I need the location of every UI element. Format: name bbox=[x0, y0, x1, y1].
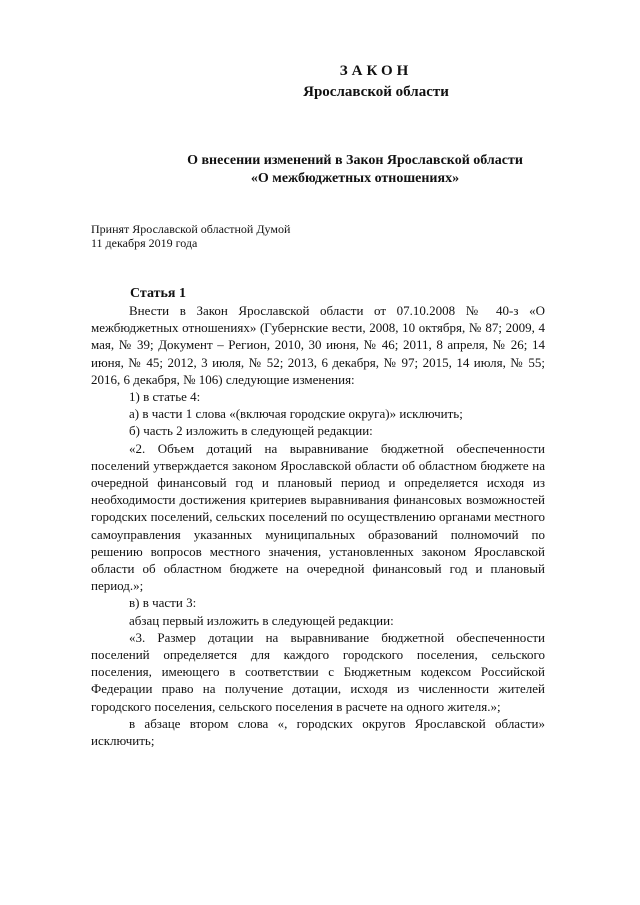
article-paragraph: «2. Объем дотаций на выравнивание бюджетной обеспеченности поселений утверждается законом Ярославской области об областном бюджете на очередной финансовый год и плановый период и определяется исходя из необходимости достижения критериев выравнивания финансовых возможностей городских поселений, сельских поселений по осуществлению органами местного самоуправления указанных муниципальных образований полномочий по решению вопросов местного значения, установленных законом Ярославской области об областном бюджете на очередной финансовый год и плановый период.»; bbox=[91, 440, 545, 594]
law-region: Ярославской области bbox=[303, 84, 449, 100]
article-paragraph: в) в части 3: bbox=[129, 595, 197, 611]
article-paragraph: б) часть 2 изложить в следующей редакции: bbox=[129, 423, 373, 439]
law-title-line-1: О внесении изменений в Закон Ярославской области bbox=[187, 153, 523, 168]
law-heading: ЗАКОН bbox=[339, 63, 413, 79]
article-paragraph: Внести в Закон Ярославской области от 07.10.2008 № 40-з «О межбюджетных отношениях» (Губернские вести, 2008, 10 октября, № 87; 2009, 4 мая, № 39; Документ – Регион, 2010, 30 июня, № 46; 2011, 8 апреля, № 26; 14 июня, № 45; 2012, 3 июля, № 52; 2013, 6 декабря, № 97; 2015, 14 июля, № 55; 2016, 6 декабря, № 106) следующие изменения: bbox=[91, 303, 545, 387]
adoption-note bbox=[91, 222, 290, 250]
adoption-body: Принят Ярославской областной Думой bbox=[91, 222, 291, 236]
article-paragraph: в абзаце втором слова «, городских округов Ярославской области» исключить; bbox=[91, 715, 545, 749]
law-title bbox=[0, 152, 640, 188]
law-title-line-2: «О межбюджетных отношениях» bbox=[250, 171, 460, 186]
article-body bbox=[91, 302, 545, 749]
adoption-date: 11 декабря 2019 года bbox=[91, 236, 198, 250]
article-heading: Статья 1 bbox=[130, 286, 186, 301]
article-paragraph: «3. Размер дотации на выравнивание бюджетной обеспеченности поселений определяется для каждого городского поселения, сельского поселения, имеющего в соответствии с Бюджетным кодексом Российской Федерации право на получение дотации, исходя из численности жителей городского поселения, сельского поселения в расчете на одного жителя.»; bbox=[91, 629, 545, 714]
article-paragraph: 1) в статье 4: bbox=[129, 389, 201, 405]
article-paragraph: абзац первый изложить в следующей редакции: bbox=[129, 612, 394, 628]
article-paragraph: а) в части 1 слова «(включая городские округа)» исключить; bbox=[129, 406, 463, 422]
